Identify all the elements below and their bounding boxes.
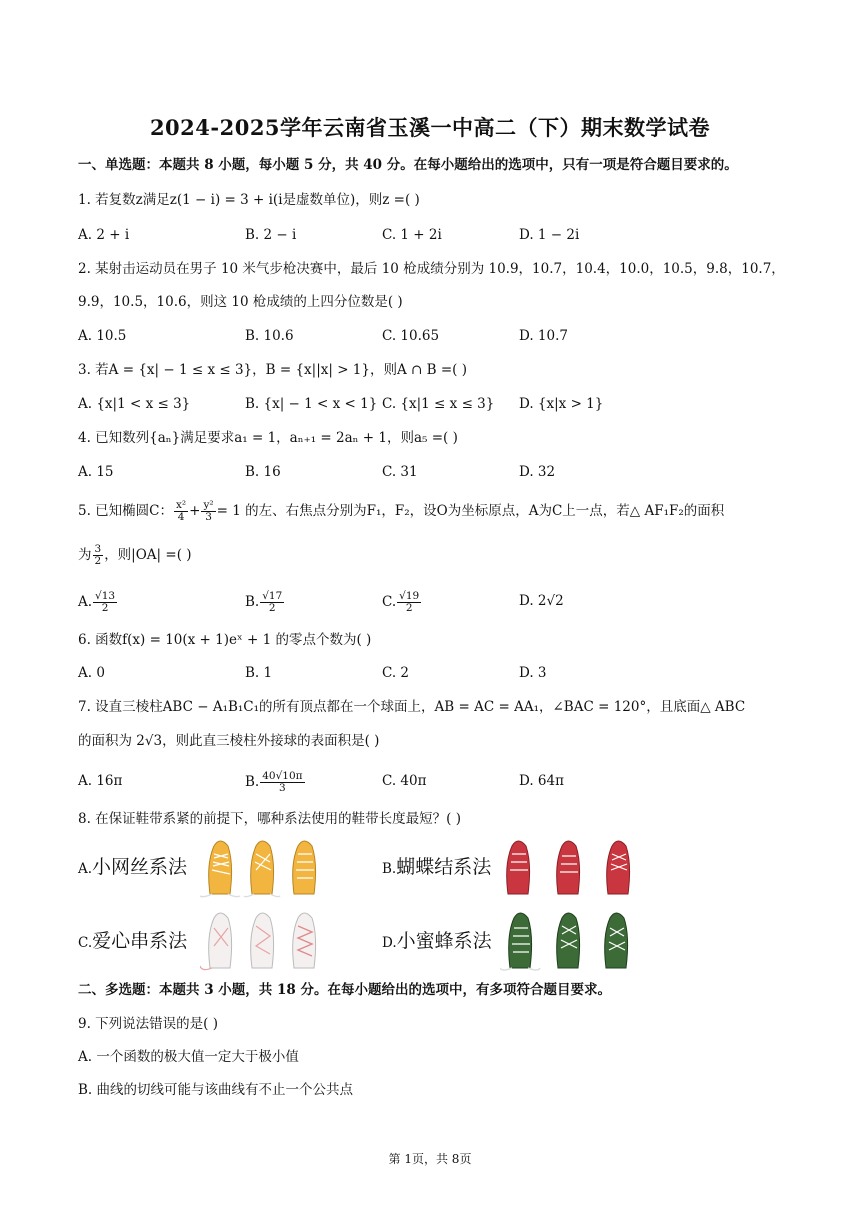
q7-option-c: C. 40π (382, 773, 427, 789)
q5-option-b (245, 591, 285, 614)
q4-option-b: B. 16 (245, 464, 281, 480)
q7-option-b-num: 40√10π (262, 770, 303, 782)
q8-option-b (382, 852, 491, 879)
q5-plus: + (189, 503, 201, 519)
q6-option-d: D. 3 (519, 665, 547, 681)
q5-option-b-frac (260, 591, 284, 614)
q7-option-b-label: B. (245, 774, 260, 790)
q5-option-c-den: 2 (405, 602, 413, 614)
q6-option-c: C. 2 (382, 665, 410, 681)
q9-option-b: B. 曲线的切线可能与该曲线有不止一个公共点 (78, 1082, 354, 1098)
q5-stem-pre: 5. 已知椭圆C： (78, 503, 174, 519)
q5-frac-y-num: y² (203, 499, 214, 511)
q2-option-a: A. 10.5 (78, 328, 127, 344)
shoe-icon (557, 841, 580, 894)
shoe-icon (557, 913, 580, 968)
q5-option-b-den: 2 (268, 602, 276, 614)
q8-shoes-c-image (200, 906, 330, 974)
shoe-icon (605, 913, 628, 968)
q5-option-b-num: √17 (262, 590, 283, 602)
question-1-stem: 1. 若复数z满足z(1 − i) = 3 + i(i是虚数单位)，则z =( ) (78, 192, 420, 208)
q1-option-d: D. 1 − 2i (519, 227, 580, 243)
q5-option-c-frac (397, 591, 421, 614)
q7-option-b (245, 771, 306, 794)
q1-option-a: A. 2 + i (78, 227, 130, 243)
q5-option-a-frac (93, 591, 117, 614)
shoe-icon (244, 841, 280, 897)
q3-option-b: B. {x| − 1 < x < 1} (245, 396, 378, 412)
q9-option-a: A. 一个函数的极大值一定大于极小值 (78, 1049, 299, 1065)
shoe-icon (200, 841, 240, 897)
q5-frac-y-den: 3 (205, 511, 212, 523)
q5-frac-x (174, 500, 188, 523)
q5-option-a-label: A. (78, 594, 93, 610)
q8-option-c-name: 爱心串系法 (92, 930, 188, 952)
q8-shoes-b-image (500, 834, 640, 900)
q2-option-b: B. 10.6 (245, 328, 294, 344)
q5-frac-x-den: 4 (177, 511, 185, 523)
q4-option-a: A. 15 (78, 464, 114, 480)
q8-option-a-letter: A. (78, 861, 93, 877)
question-6-stem: 6. 函数f(x) = 10(x + 1)eˣ + 1 的零点个数为( ) (78, 632, 372, 648)
q8-option-d-letter: D. (382, 935, 397, 951)
q5-area-frac (93, 544, 104, 567)
question-3-stem: 3. 若A = {x| − 1 ≤ x ≤ 3}，B = {x||x| > 1}，则A ∩ B =( ) (78, 362, 467, 378)
q5-option-d: D. 2√2 (519, 593, 564, 609)
q8-option-b-name: 蝴蝶结系法 (396, 856, 492, 878)
shoe-icon (200, 913, 232, 970)
page-footer: 第 1页，共 8页 (388, 1152, 472, 1166)
q7-option-d: D. 64π (519, 773, 564, 789)
q5-area-num: 3 (94, 543, 102, 555)
shoe-icon (293, 841, 316, 894)
q8-shoes-a-image (200, 834, 330, 900)
q4-option-c: C. 31 (382, 464, 418, 480)
q8-option-c (78, 926, 187, 953)
shoe-icon (607, 841, 630, 894)
q6-option-a: A. 0 (78, 665, 105, 681)
q3-option-d: D. {x|x > 1} (519, 396, 604, 412)
q5-stem-post: = 1 的左、右焦点分别为F₁，F₂，设O为坐标原点，A为C上一点，若△ AF₁F₂的面积 (216, 503, 725, 519)
shoe-icon (507, 841, 530, 894)
question-9-stem: 9. 下列说法错误的是( ) (78, 1016, 218, 1032)
q5-option-b-label: B. (245, 594, 260, 610)
q8-option-a-name: 小网丝系法 (92, 856, 188, 878)
q7-option-b-frac (260, 771, 304, 794)
section-heading-single-choice: 一、单选题：本题共 8 小题，每小题 5 分，共 40 分。在每小题给出的选项中，只有一项是符合题目要求的。 (78, 157, 738, 173)
q5-option-a-den: 2 (101, 602, 109, 614)
q8-option-d-name: 小蜜蜂系法 (396, 930, 492, 952)
question-4-stem: 4. 已知数列{aₙ}满足要求a₁ = 1，aₙ₊₁ = 2aₙ + 1，则a₅ =( ) (78, 430, 458, 446)
shoe-icon (293, 913, 316, 968)
q6-option-b: B. 1 (245, 665, 273, 681)
q8-option-d (382, 926, 492, 953)
q8-option-c-letter: C. (78, 935, 93, 951)
q7-option-b-den: 3 (279, 782, 286, 794)
shoe-icon (251, 913, 274, 968)
q5-frac-x-num: x² (176, 499, 187, 511)
q7-option-a: A. 16π (78, 773, 123, 789)
q5-line2-pre: 为 (78, 547, 92, 563)
page-title: 2024-2025学年云南省玉溪一中高二（下）期末数学试卷 (149, 115, 711, 140)
q5-area-den: 2 (94, 555, 102, 567)
q3-option-a: A. {x|1 < x ≤ 3} (78, 396, 191, 412)
q2-option-c: C. 10.65 (382, 328, 440, 344)
q5-frac-y (201, 500, 215, 523)
question-7-stem-line2: 的面积为 2√3，则此直三棱柱外接球的表面积是( ) (78, 733, 380, 749)
q1-option-c: C. 1 + 2i (382, 227, 442, 243)
question-5-stem-line2 (78, 544, 790, 567)
q5-option-c-label: C. (382, 594, 397, 610)
q5-line2-post: ，则|OA| =( ) (104, 547, 192, 563)
q3-option-c: C. {x|1 ≤ x ≤ 3} (382, 396, 495, 412)
q8-option-b-letter: B. (382, 861, 397, 877)
section-heading-multiple-choice: 二、多选题：本题共 3 小题，共 18 分。在每小题给出的选项中，有多项符合题目要求。 (78, 982, 611, 998)
shoe-icon (500, 913, 540, 970)
q5-option-a (78, 591, 118, 614)
q2-option-d: D. 10.7 (519, 328, 568, 344)
question-2-stem-line2: 9.9，10.5，10.6，则这 10 枪成绩的上四分位数是( ) (78, 294, 403, 310)
question-7-stem-line1: 7. 设直三棱柱ABC − A₁B₁C₁的所有顶点都在一个球面上，AB = AC = AA₁，∠BAC = 120°，且底面△ ABC (78, 699, 746, 715)
question-2-stem-line1: 2. 某射击运动员在男子 10 米气步枪决赛中，最后 10 枪成绩分别为 10.9，10.7，10.4，10.0，10.5，9.8，10.7， (78, 261, 785, 277)
q8-shoes-d-image (500, 906, 640, 974)
question-5-stem-line1 (78, 500, 790, 523)
q5-option-c (382, 591, 422, 614)
q5-option-c-num: √19 (399, 590, 420, 602)
q4-option-d: D. 32 (519, 464, 556, 480)
q8-option-a (78, 852, 187, 879)
q5-option-a-num: √13 (95, 590, 116, 602)
q1-option-b: B. 2 − i (245, 227, 297, 243)
question-8-stem: 8. 在保证鞋带系紧的前提下，哪种系法使用的鞋带长度最短？( ) (78, 811, 461, 827)
